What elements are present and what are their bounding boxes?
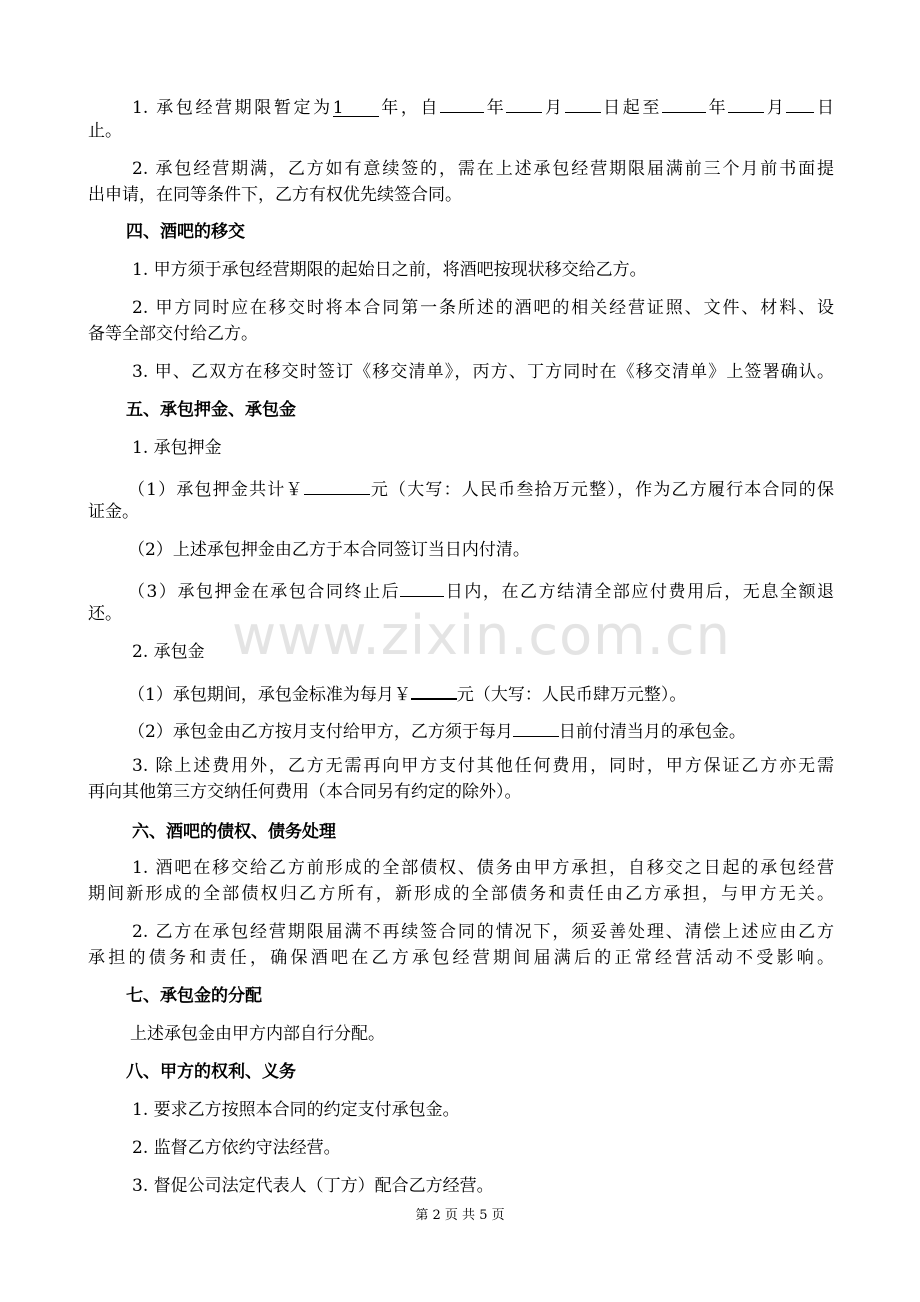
clause-text: 止。 [88,121,122,141]
clause-text: 1. 酒吧在移交给乙方前形成的全部债权、债务由甲方承担，自移交之日起的承包经营 [132,858,834,878]
monthly-fee-line [88,680,834,705]
clause-text: 1. 甲方须于承包经营期限的起始日之前，将酒吧按现状移交给乙方。 [132,260,647,280]
clause-term-line [88,94,834,118]
clause-text: 2. 监督乙方依约守法经营。 [132,1138,341,1158]
deposit-amount-line [88,476,834,500]
payment-day-line [88,718,834,742]
clause-text: 年，自 [378,98,441,118]
section-heading: 六、酒吧的债权、债务处理 [132,822,336,842]
clause-text: （2）承包金由乙方按月支付给甲方，乙方须于每月 [128,722,513,742]
clause-text: 年 [706,98,729,118]
watermark: www.zixin.com.cn [232,604,731,667]
section-heading: 五、承包押金、承包金 [126,400,296,420]
clause-text: 月 [764,98,787,118]
clause-text: （2）上述承包押金由乙方于本合同签订当日内付清。 [128,540,530,560]
start-day-blank [565,94,601,113]
clause-text: 元（大写：人民币叁拾万元整），作为乙方履行本合同的保 [369,480,834,500]
clause-text: 再向其他第三方交纳任何费用（本合同另有约定的除外）。 [88,782,522,802]
end-year-blank [662,94,706,113]
start-month-blank [506,94,542,113]
clause-text: 日内，在乙方结清全部应付费用后，无息全额退 [444,582,834,602]
clause-text: 证金。 [88,502,139,522]
clause-text: 1. 要求乙方按照本合同的约定支付承包金。 [132,1100,460,1120]
section-heading: 四、酒吧的移交 [126,222,245,242]
start-year-blank [440,94,484,113]
clause-text: 2. 甲方同时应在移交时将本合同第一条所述的酒吧的相关经营证照、文件、材料、设 [132,298,834,318]
refund-days-line [88,578,834,602]
clause-text: 日起至 [600,98,663,118]
clause-text: 1. 承包押金 [132,438,222,458]
clause-text: 日 [814,98,834,118]
clause-text: 还。 [88,604,122,624]
clause-text: 2. 承包金 [132,642,205,662]
clause-text: 承担的债务和责任，确保酒吧在乙方承包经营期间届满后的正常经营活动不受影响。 [88,948,834,968]
clause-text: 年 [484,98,507,118]
clause-text: （3）承包押金在承包合同终止后 [128,582,401,602]
clause-text: 上述承包金由甲方内部自行分配。 [130,1024,385,1044]
section-heading: 七、承包金的分配 [126,986,262,1006]
deposit-amount-blank [304,476,370,495]
section-heading: 八、甲方的权利、义务 [126,1062,296,1082]
end-day-blank [786,94,814,113]
clause-text: 2. 乙方在承包经营期限届满不再续签合同的情况下，须妥善处理、清偿上述应由乙方 [132,922,834,942]
payment-day-blank [513,718,559,737]
clause-text: （1）承包期间，承包金标准为每月￥ [128,685,411,705]
clause-text: 期间新形成的全部债权归乙方所有，新形成的全部债务和责任由乙方承担，与甲方无关。 [88,884,834,904]
clause-text: 月 [542,98,565,118]
clause-text: 3. 督促公司法定代表人（丁方）配合乙方经营。 [132,1176,494,1196]
clause-text: （1）承包押金共计￥ [128,480,304,500]
clause-text: 日前付清当月的承包金。 [558,722,746,742]
clause-text: 2. 承包经营期满，乙方如有意续签的，需在上述承包经营期限届满前三个月前书面提 [132,159,834,179]
end-month-blank [728,94,764,113]
refund-days-blank [400,578,444,597]
clause-text: 备等全部交付给乙方。 [88,324,258,344]
clause-text: 3. 甲、乙双方在移交时签订《移交清单》，丙方、丁方同时在《移交清单》上签署确认。 [132,362,834,382]
clause-text: 出申请，在同等条件下，乙方有权优先续签合同。 [88,185,462,205]
clause-text: 3. 除上述费用外，乙方无需再向甲方支付其他任何费用，同时，甲方保证乙方亦无需 [132,756,834,776]
term-years-blank: 1 [333,98,379,117]
monthly-fee-blank [411,680,457,700]
clause-text: 1. 承包经营期限暂定为 [132,98,333,118]
page-footer: 第 2 页 共 5 页 [415,1208,505,1223]
clause-text: 元（大写：人民币肆万元整）。 [456,685,687,705]
